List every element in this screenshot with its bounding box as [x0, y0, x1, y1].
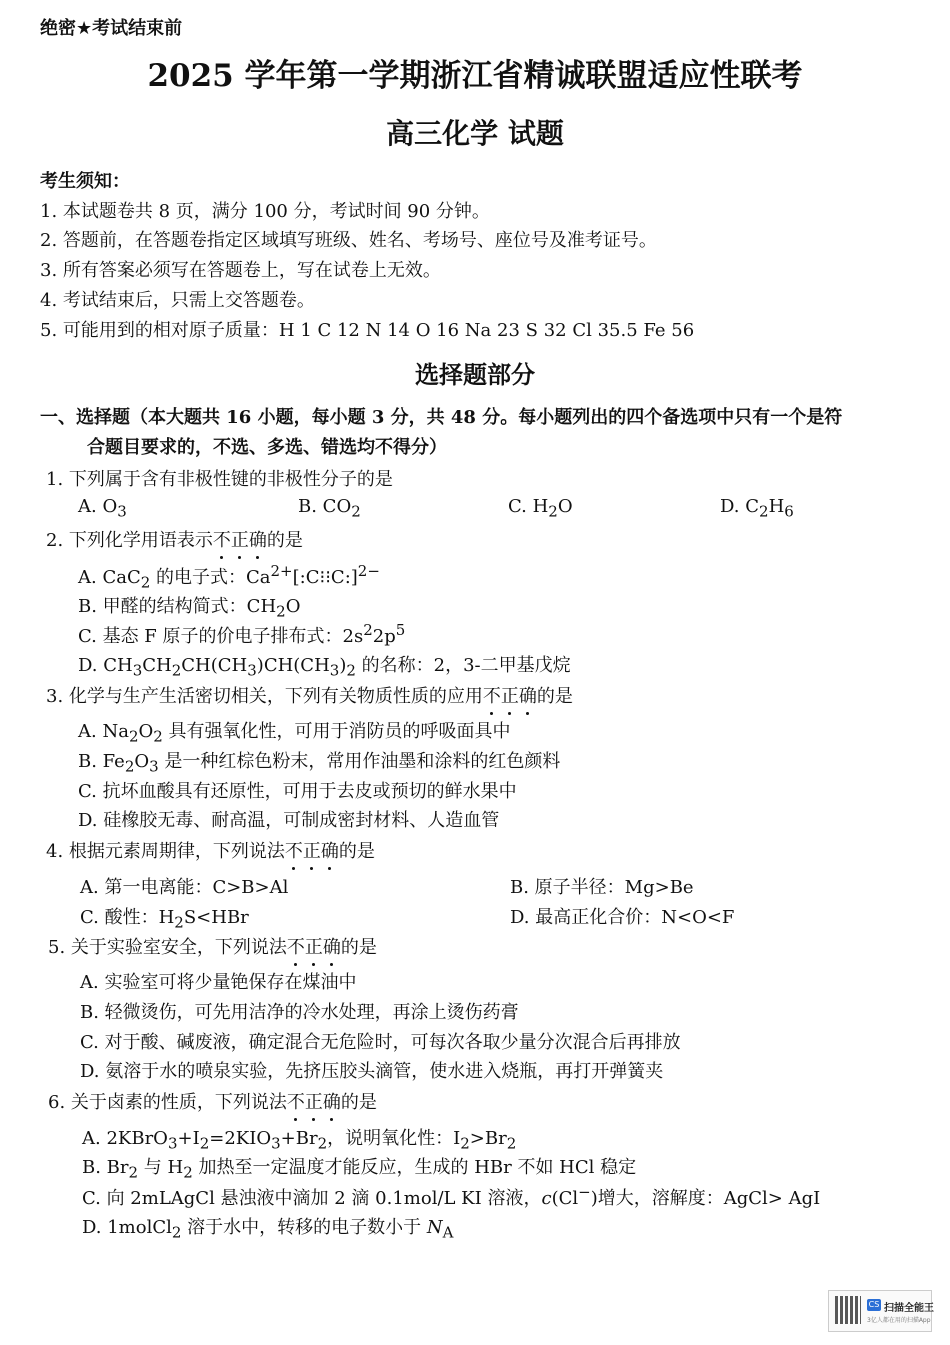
q1-option-b: B. $CO_2$ [298, 496, 361, 521]
notice-item: 5. 可能用到的相对原子质量：H 1 C 12 N 14 O 16 Na 23 S 32 Cl 35.5 Fe 56 [40, 320, 695, 341]
q6-option-d: D. 1molCl$_2$ 溶于水中，转移的电子数小于 $N_A$ [82, 1217, 454, 1242]
q2-stem: 2. 下列化学用语表示不正确的是 [46, 526, 303, 552]
q1-option-c: C. $H_2O$ [508, 496, 573, 521]
q3-option-a: A. $Na_2O_2$ 具有强氧化性，可用于消防员的呼吸面具中 [78, 721, 511, 746]
qr-code-icon [835, 1296, 861, 1324]
q6-option-b: B. $Br_2$ 与 $H_2$ 加热至一定温度才能反应，生成的 HBr 不如 HCl 稳定 [82, 1157, 637, 1182]
q5-option-a: A. 实验室可将少量铯保存在煤油中 [80, 972, 357, 993]
q2-option-c: C. 基态 F 原子的价电子排布式：$2s^22p^5$ [78, 621, 406, 647]
part-instructions: 一、选择题（本大题共 16 小题，每小题 3 分，共 48 分。每小题列出的四个备选项中只有一个是符 [40, 407, 843, 428]
q3-option-c: C. 抗坏血酸具有还原性，可用于去皮或预切的鲜水果中 [78, 781, 517, 802]
q6-stem: 6. 关于卤素的性质，下列说法不正确的是 [48, 1088, 377, 1114]
q6-option-c: C. 向 2mLAgCl 悬浊液中滴加 2 滴 0.1mol/L KI 溶液，c(Cl−)增大，溶解度：AgCl> AgI [82, 1183, 821, 1209]
q5-option-d: D. 氨溶于水的喷泉实验，先挤压胶头滴管，使水进入烧瓶，再打开弹簧夹 [80, 1061, 664, 1082]
q2-option-b: B. 甲醛的结构简式：$CH_2O$ [78, 596, 301, 621]
q2-option-a: A. CaC$_2$ 的电子式：$Ca^{2+}[:C⁝⁝C:]^{2-}$ [78, 562, 380, 592]
section-title: 选择题部分 [415, 360, 535, 389]
q3-stem: 3. 化学与生产生活密切相关，下列有关物质性质的应用不正确的是 [46, 682, 573, 708]
q4-option-b: B. 原子半径：Mg>Be [510, 877, 694, 898]
q6-option-a: A. $2KBrO_3+I_2=2KIO_3+Br_2$，说明氧化性：$I_2>Br_2$ [82, 1128, 517, 1153]
exam-subtitle: 高三化学 试题 [386, 117, 564, 150]
notice-item: 4. 考试结束后，只需上交答题卷。 [40, 290, 315, 311]
q5-option-c: C. 对于酸、碱废液，确定混合无危险时，可每次各取少量分次混合后再排放 [80, 1032, 681, 1053]
q4-option-c: C. 酸性：$H_2S<HBr$ [80, 907, 249, 932]
part-instructions-cont: 合题目要求的，不选、多选、错选均不得分） [87, 437, 447, 458]
q1-option-a: A. $O_3$ [78, 496, 127, 521]
q5-option-b: B. 轻微烫伤，可先用洁净的冷水处理，再涂上烫伤药膏 [80, 1002, 519, 1023]
watermark-sub: 3亿人都在用的扫描App [867, 1317, 931, 1324]
notice-item: 1. 本试题卷共 8 页，满分 100 分，考试时间 90 分钟。 [40, 201, 490, 222]
secret-label: 绝密★考试结束前 [40, 18, 183, 39]
q4-stem: 4. 根据元素周期律，下列说法不正确的是 [46, 837, 375, 863]
scanner-watermark [828, 1290, 932, 1332]
q4-option-a: A. 第一电离能：C>B>Al [80, 877, 289, 898]
notice-heading: 考生须知： [40, 171, 130, 192]
q5-stem: 5. 关于实验室安全，下列说法不正确的是 [48, 933, 377, 959]
q3-option-b: B. $Fe_2O_3$ 是一种红棕色粉末，常用作油墨和涂料的红色颜料 [78, 751, 561, 776]
watermark-name: 扫描全能王 [884, 1303, 934, 1314]
notice-item: 2. 答题前，在答题卷指定区域填写班级、姓名、考场号、座位号及准考证号。 [40, 230, 657, 251]
q1-stem: 1. 下列属于含有非极性键的非极性分子的是 [46, 469, 393, 490]
q2-option-d: D. $CH_3CH_2CH(CH_3)CH(CH_3)_2$ 的名称：2，3-二甲基戊烷 [78, 655, 571, 680]
camscanner-logo-icon: CS [868, 1300, 880, 1309]
q1-option-d: D. $C_2H_6$ [720, 496, 794, 521]
q4-option-d: D. 最高正化合价：N<O<F [510, 907, 735, 928]
q3-option-d: D. 硅橡胶无毒、耐高温，可制成密封材料、人造血管 [78, 810, 500, 831]
notice-item: 3. 所有答案必须写在答题卷上，写在试卷上无效。 [40, 260, 441, 281]
exam-title: 2025 学年第一学期浙江省精诚联盟适应性联考 [147, 58, 803, 94]
